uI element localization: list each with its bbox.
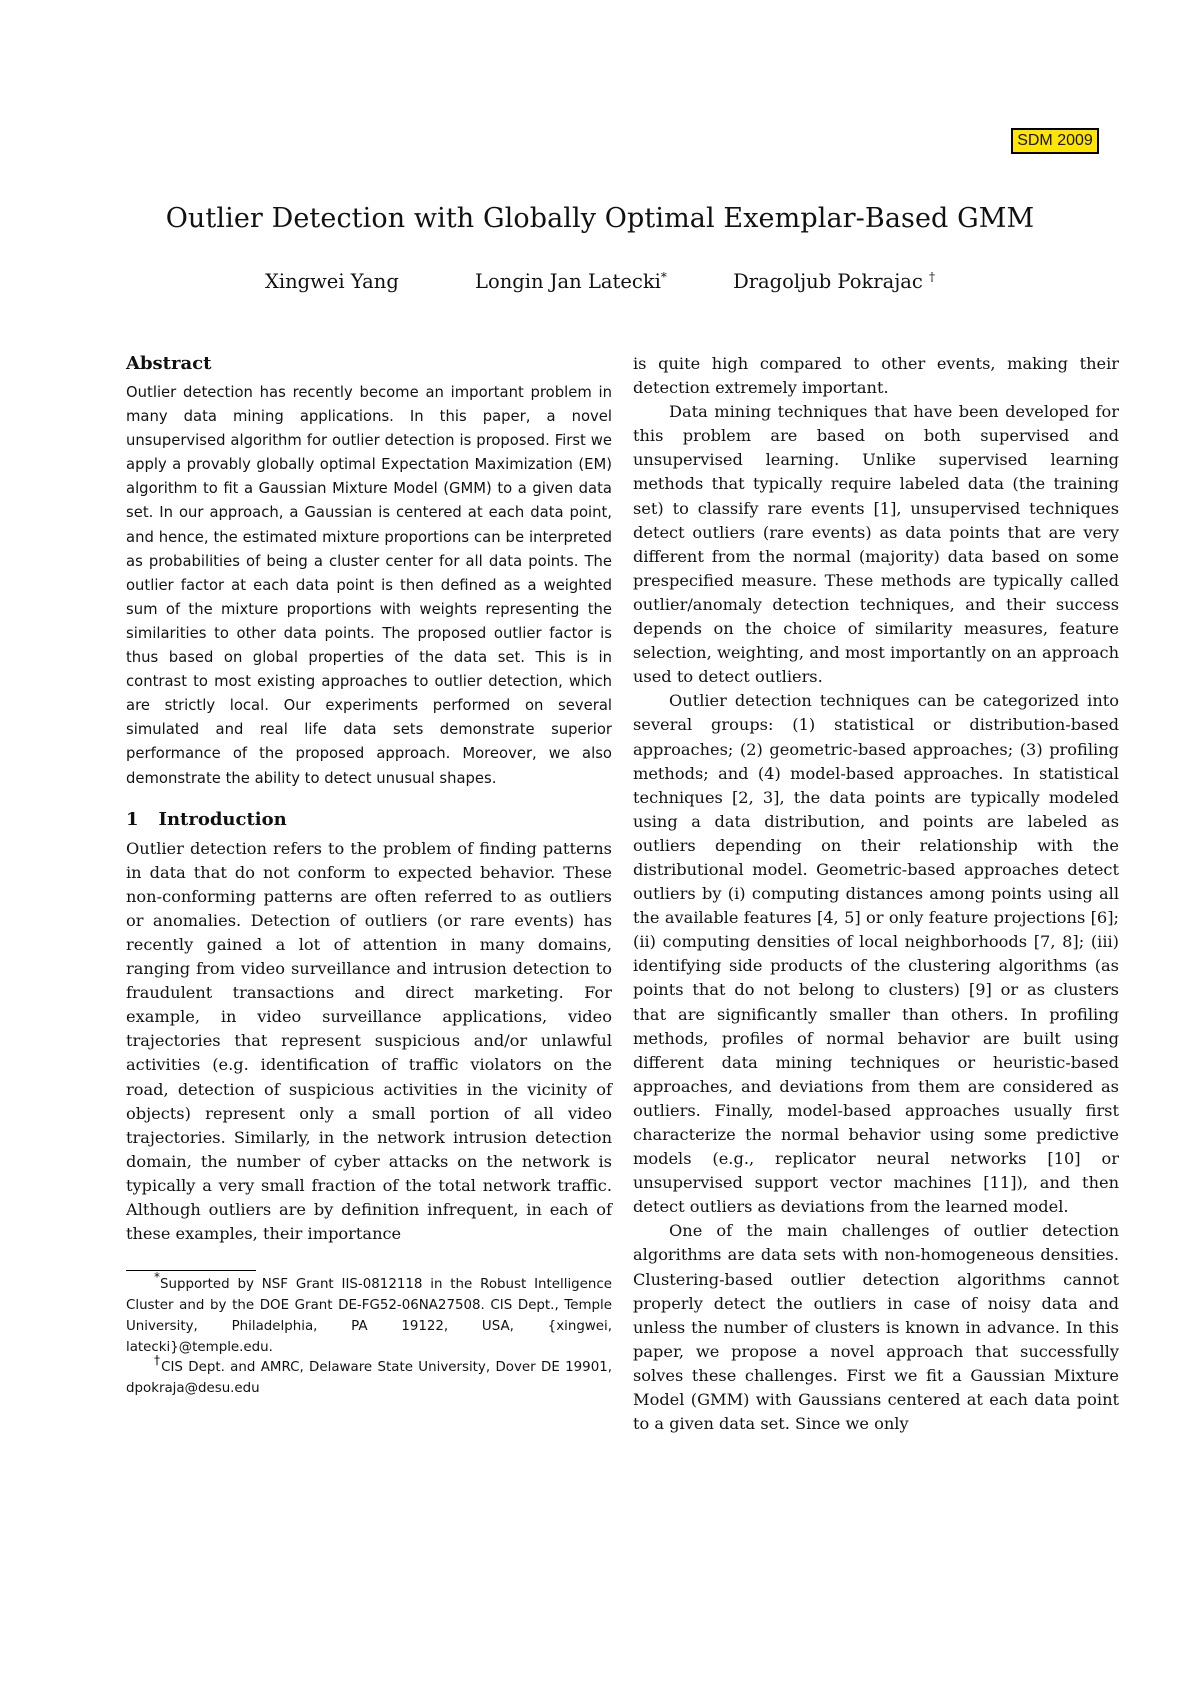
footnotes xyxy=(126,1270,612,1400)
abstract-text: Outlier detection has recently become an important problem in many data mining applications. In this paper, a novel unsupervised algorithm for outlier detection is proposed. First we apply a provably globally optimal Expectation Maximization (EM) algorithm to fit a Gaussian Mixture Model (GMM) to a given data set. In our approach, a Gaussian is centered at each data point, and hence, the estimated mixture proportions can be interpreted as probabilities of being a cluster center for all data points. The outlier factor at each data point is then defined as a weighted sum of the mixture proportions with weights representing the similarities to other data points. The proposed outlier factor is thus based on global properties of the data set. This is in contrast to most existing approaches to outlier detection, which are strictly local. Our experiments performed on several simulated and real life data sets demonstrate superior performance of the proposed approach. Moreover, we also demonstrate the ability to detect unusual shapes. xyxy=(126,384,612,787)
footnote-rule xyxy=(126,1270,256,1271)
section-heading: 1 Introduction xyxy=(126,808,287,830)
footnote: †CIS Dept. and AMRC, Delaware State University, Dover DE 19901, dpokraja@desu.edu xyxy=(126,1353,612,1397)
body-paragraph: Data mining techniques that have been developed for this problem are based on both supervised and unsupervised learning. Unlike supervised learning methods that typically require labeled data (the training set) to classify rare events [1], unsupervised techniques detect outliers (rare events) as data points that are very different from the normal (majority) data based on some prespecified measure. These methods are typically called outlier/anomaly detection techniques, and their success depends on the choice of similarity measures, feature selection, weighting, and most importantly on an approach used to detect outliers. xyxy=(633,402,1119,687)
left-column xyxy=(126,352,612,1400)
intro-paragraph: Outlier detection refers to the problem of finding patterns in data that do not conform to expected behavior. These non-conforming patterns are often referred to as outliers or anomalies. Detection of outliers (or rare events) has recently gained a lot of attention in many domains, ranging from video surveillance and intrusion detection to fraudulent transactions and direct marketing. For example, in video surveillance applications, video trajectories that represent suspicious and/or unlawful activities (e.g. identification of traffic violators on the road, detection of suspicious activities in the vicinity of objects) represent only a small portion of all video trajectories. Similarly, in the network intrusion detection domain, the number of cyber attacks on the network is typically a very small fraction of the total network traffic. Although outliers are by definition infrequent, in each of these examples, their importance xyxy=(126,838,612,1244)
abstract-heading: Abstract xyxy=(126,353,212,374)
paper-title: Outlier Detection with Globally Optimal Exemplar-Based GMM xyxy=(165,203,1035,234)
conference-badge: SDM 2009 xyxy=(1011,128,1099,154)
author: Dragoljub Pokrajac † xyxy=(733,270,936,293)
body-paragraph: is quite high compared to other events, making their detection extremely important. xyxy=(633,354,1119,398)
footnote: *Supported by NSF Grant IIS-0812118 in the Robust Intelligence Cluster and by the DOE Grant DE-FG52-06NA27508. CIS Dept., Temple University, Philadelphia, PA 19122, USA, {xingwei, latecki}@temple.edu. xyxy=(126,1270,612,1355)
body-paragraph: Outlier detection techniques can be categorized into several groups: (1) statistical or distribution-based approaches; (2) geometric-based approaches; (3) profiling methods; and (4) model-based approaches. In statistical techniques [2, 3], the data points are typically modeled using a data distribution, and points are labeled as outliers depending on their relationship with the distributional model. Geometric-based approaches detect outliers by (i) computing distances among points using all the available features [4, 5] or only feature projections [6]; (ii) computing densities of local neighborhoods [7, 8]; (iii) identifying side products of the clustering algorithms (as points that do not belong to clusters) [9] or as clusters that are significantly smaller than others. In profiling methods, profiles of normal behavior are built using different data mining techniques or heuristic-based approaches, and deviations from them are considered as outliers. Finally, model-based approaches usually first characterize the normal behavior using some predictive models (e.g., replicator neural networks [10] or unsupervised support vector machines [11]), and then detect outliers as deviations from the learned model. xyxy=(633,691,1119,1217)
author: Longin Jan Latecki* xyxy=(475,270,667,293)
body-paragraph: One of the main challenges of outlier detection algorithms are data sets with non-homogeneous densities. Clustering-based outlier detection algorithms cannot properly detect the outliers in case of noisy data and unless the number of clusters is known in advance. In this paper, we propose a novel approach that successfully solves these challenges. First we fit a Gaussian Mixture Model (GMM) with Gaussians centered at each data point to a given data set. Since we only xyxy=(633,1221,1119,1434)
abstract-body xyxy=(126,381,612,791)
author-list xyxy=(0,270,1200,293)
right-column xyxy=(633,352,1119,1436)
author: Xingwei Yang xyxy=(264,270,399,293)
